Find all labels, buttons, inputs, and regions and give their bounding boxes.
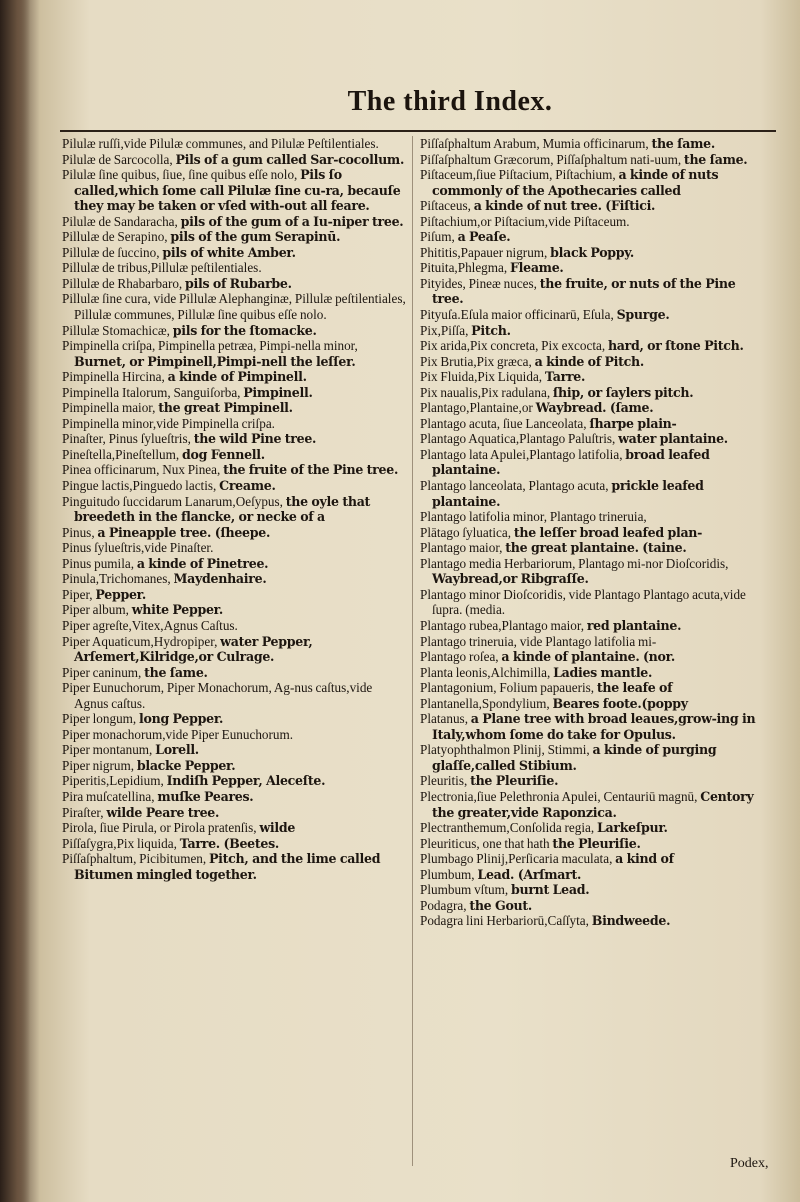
index-entry: [420, 711, 765, 742]
latin-term: Plantago Aquatica,Plantago Paluſtris,: [420, 431, 616, 447]
index-entry: [62, 556, 407, 572]
english-gloss: Maydenhaire.: [173, 571, 267, 587]
index-entry: [420, 369, 765, 385]
english-gloss: Pepper.: [95, 586, 146, 602]
index-entry: [420, 836, 765, 852]
index-entry: [420, 540, 765, 556]
column-divider: [412, 136, 413, 1166]
index-entry: [62, 260, 407, 276]
latin-term: Pirola, ſiue Pirula, or Pirola pratenſis,: [62, 820, 257, 836]
latin-term: Plumbum vſtum,: [420, 882, 509, 898]
index-entry: [420, 385, 765, 401]
index-entry: [62, 136, 407, 152]
english-gloss: Tarre.: [544, 369, 586, 385]
index-entry: [420, 416, 765, 432]
latin-term: Pilulæ de Sarcocolla,: [62, 151, 173, 167]
index-entry: [62, 773, 407, 789]
latin-term: Plantago rubea,Plantago maior,: [420, 617, 585, 633]
latin-term: Pillulæ ſine cura, vide Pillulæ Alephanginæ, Pillulæ peſtilentiales, Pillulæ communes, Pillulæ ſine quibus eſſe nolo.: [62, 291, 406, 323]
index-entry: [420, 447, 765, 478]
index-entry: [420, 820, 765, 836]
latin-term: Piſtaceum,ſiue Piſtacium, Piſtachium,: [420, 167, 616, 183]
index-entry: [420, 167, 765, 198]
index-entry: [62, 602, 407, 618]
english-gloss: a kinde of plantaine. (nor.: [501, 649, 675, 665]
english-gloss: a kinde of Pitch.: [534, 353, 644, 369]
latin-term: Pimpinella Hircina,: [62, 369, 165, 385]
index-entry: [420, 354, 765, 370]
english-gloss: a kinde of nut tree. (Fiſtici.: [473, 198, 656, 214]
english-gloss: the oyle that breedeth in the flancke, or necke of a: [74, 493, 371, 525]
latin-term: Piper longum,: [62, 711, 137, 727]
latin-term: Pleuritis,: [420, 773, 468, 789]
index-entry: [420, 618, 765, 634]
latin-term: Plantanella,Spondylium,: [420, 695, 550, 711]
index-entry: [62, 805, 407, 821]
english-gloss: the wild Pine tree.: [193, 431, 317, 447]
english-gloss: the Pleuriſie.: [552, 835, 641, 851]
latin-term: Piper Aquaticum,Hydropiper,: [62, 633, 218, 649]
latin-term: Piper Eunuchorum, Piper Monachorum, Ag-nus caſtus,vide Agnus caſtus.: [62, 680, 373, 711]
latin-term: Pilulæ de Sandaracha,: [62, 213, 178, 229]
index-entry: [62, 214, 407, 230]
index-entry: [62, 400, 407, 416]
english-gloss: Pils of a gum called Sar-cocollum.: [175, 151, 405, 167]
latin-term: Pillulæ de Rhabarbaro,: [62, 275, 183, 291]
english-gloss: the great plantaine. (taine.: [505, 540, 687, 556]
book-gutter: [0, 0, 30, 1202]
latin-term: Podagra,: [420, 897, 467, 913]
english-gloss: the Gout.: [469, 897, 532, 913]
english-gloss: Burnet, or Pimpinell,Pimpi-nell the leſſer.: [74, 353, 356, 369]
english-gloss: a Peaſe.: [457, 229, 511, 245]
english-gloss: prickle leafed plantaine.: [432, 478, 704, 509]
english-gloss: pils of the gum of a Iu-niper tree.: [180, 213, 404, 229]
english-gloss: Bindweede.: [591, 913, 671, 929]
latin-term: Plantago lanceolata, Plantago acuta,: [420, 478, 609, 494]
index-entry: [420, 913, 765, 929]
latin-term: Pinula,Trichomanes,: [62, 571, 171, 587]
index-entry: [62, 431, 407, 447]
latin-term: Piſum,: [420, 229, 455, 245]
latin-term: Plantago media Herbariorum, Plantago mi-nor Dioſcoridis,: [420, 555, 729, 571]
index-entry: [420, 680, 765, 696]
latin-term: Planta leonis,Alchimilla,: [420, 664, 551, 680]
latin-term: Plantago acuta, ſiue Lanceolata,: [420, 415, 587, 431]
latin-term: Pityuſa.Eſula maior officinarū, Eſula,: [420, 307, 614, 323]
english-gloss: white Pepper.: [131, 602, 223, 618]
english-gloss: the Pleuriſie.: [470, 773, 559, 789]
index-entry: [62, 680, 407, 711]
index-entry: [420, 338, 765, 354]
index-entry: [420, 525, 765, 541]
english-gloss: the fruite of the Pine tree.: [223, 462, 399, 478]
latin-term: Plantago maior,: [420, 540, 503, 556]
latin-term: Pilulæ ſine quibus, ſiue, ſine quibus eſſe nolo,: [62, 167, 298, 183]
latin-term: Pira muſcatellina,: [62, 788, 155, 804]
english-gloss: Waybread. (ſame.: [535, 400, 654, 416]
catchword: Podex,: [730, 1156, 769, 1171]
latin-term: Plantago trineruia, vide Plantago latifolia mi-: [420, 633, 657, 649]
index-entry: [62, 338, 407, 369]
index-entry: [420, 509, 765, 525]
index-entry: [62, 665, 407, 681]
latin-term: Piper,: [62, 586, 93, 602]
index-entry: [420, 400, 765, 416]
english-gloss: Waybread,or Ribgraſſe.: [432, 571, 589, 587]
english-gloss: a kind of: [615, 851, 674, 867]
index-entry: [62, 587, 407, 603]
index-entry: [420, 587, 765, 618]
index-entry: [420, 742, 765, 773]
index-entry: [420, 696, 765, 712]
index-entry: [62, 789, 407, 805]
english-gloss: burnt Lead.: [510, 882, 590, 898]
english-gloss: Fleame.: [509, 260, 564, 276]
index-entry: [62, 851, 407, 882]
english-gloss: hard, or ſtone Pitch.: [607, 338, 744, 354]
latin-term: Piſſaſphaltum, Picibitumen,: [62, 851, 207, 867]
index-entry: [62, 711, 407, 727]
english-gloss: Spurge.: [616, 307, 670, 323]
latin-term: Pillulæ de Serapino,: [62, 229, 168, 245]
latin-term: Pilulæ ruſſi,vide Pilulæ communes, and Pilulæ Peſtilentiales.: [62, 136, 379, 151]
english-gloss: dog Fennell.: [182, 446, 265, 462]
latin-term: Phititis,Papauer nigrum,: [420, 244, 548, 260]
latin-term: Pinus ſylueſtris,vide Pinaſter.: [62, 540, 214, 556]
english-gloss: Indiſh Pepper, Aleceſte.: [166, 773, 326, 789]
index-entry: [62, 820, 407, 836]
index-entry: [62, 291, 407, 322]
latin-term: Piper monachorum,vide Piper Eunuchorum.: [62, 726, 294, 742]
english-gloss: long Pepper.: [139, 711, 224, 727]
latin-term: Platanus,: [420, 711, 468, 727]
english-gloss: a Pineapple tree. (ſheepe.: [97, 524, 271, 540]
index-entry: [420, 665, 765, 681]
index-entry: [420, 867, 765, 883]
index-entry: [62, 276, 407, 292]
latin-term: Plectronia,ſiue Pelethronia Apulei, Centauriū magnū,: [420, 788, 698, 804]
latin-term: Pimpinella criſpa, Pimpinella petræa, Pimpi-nella minor,: [62, 338, 358, 354]
latin-term: Pinguitudo ſuccidarum Lanarum,Oeſypus,: [62, 493, 283, 509]
english-gloss: Pimpinell.: [243, 384, 313, 400]
english-gloss: Pitch.: [471, 322, 511, 338]
english-gloss: pils for the ſtomacke.: [172, 322, 317, 338]
english-gloss: the fruite, or nuts of the Pine tree.: [432, 275, 736, 307]
page-title: The third Index.: [347, 86, 553, 117]
english-gloss: the great Pimpinell.: [158, 400, 293, 416]
latin-term: Pix Fluida,Pix Liquida,: [420, 369, 543, 385]
index-entry: [420, 431, 765, 447]
index-entry: [420, 307, 765, 323]
index-entry: [62, 742, 407, 758]
latin-term: Pinus,: [62, 524, 95, 540]
index-entry: [420, 260, 765, 276]
latin-term: Plumbago Plinij,Perſicaria maculata,: [420, 851, 613, 867]
index-entry: [420, 214, 765, 230]
index-entry: [62, 152, 407, 168]
latin-term: Pityides, Pineæ nuces,: [420, 275, 537, 291]
latin-term: Plumbum,: [420, 866, 475, 882]
english-gloss: Pitch, and the lime called Bitumen mingled together.: [74, 851, 381, 882]
latin-term: Pillulæ de tribus,Pillulæ peſtilentiales.: [62, 260, 262, 276]
latin-term: Pix arida,Pix concreta, Pix excocta,: [420, 338, 606, 354]
index-entry: [420, 136, 765, 152]
index-entry: [420, 323, 765, 339]
latin-term: Piſtaceus,: [420, 198, 471, 214]
latin-term: Plantago lata Apulei,Plantago latifolia,: [420, 446, 623, 462]
index-entry: [62, 462, 407, 478]
latin-term: Piſſaſphaltum Arabum, Mumia officinarum,: [420, 136, 649, 151]
english-gloss: pils of white Amber.: [162, 244, 296, 260]
latin-term: Platyophthalmon Plinij, Stimmi,: [420, 742, 590, 758]
latin-term: Pituita,Phlegma,: [420, 260, 508, 276]
english-gloss: ſhip, or ſaylers pitch.: [552, 384, 694, 400]
index-entry: [420, 773, 765, 789]
index-entry: [62, 634, 407, 665]
index-entry: [420, 198, 765, 214]
index-entry: [62, 245, 407, 261]
english-gloss: wilde Peare tree.: [106, 804, 220, 820]
index-entry: [62, 167, 407, 214]
english-gloss: Tarre. (Beetes.: [179, 835, 279, 851]
index-entry: [62, 478, 407, 494]
latin-term: Pleuriticus, one that hath: [420, 835, 550, 851]
index-entry: [62, 323, 407, 339]
english-gloss: muſke Peares.: [157, 788, 254, 804]
english-gloss: red plantaine.: [586, 617, 682, 633]
english-gloss: the leſſer broad leafed plan-: [513, 524, 703, 540]
latin-term: Plectranthemum,Conſolida regia,: [420, 820, 595, 836]
index-entry: [62, 416, 407, 432]
index-entry: [420, 789, 765, 820]
english-gloss: Creame.: [219, 478, 276, 494]
latin-term: Piperitis,Lepidium,: [62, 773, 164, 789]
english-gloss: the ſame.: [144, 664, 208, 680]
index-entry: [420, 882, 765, 898]
index-entry: [420, 245, 765, 261]
latin-term: Piraſter,: [62, 804, 104, 820]
english-gloss: water Pepper, Arſemert,Kilridge,or Culrage.: [74, 633, 313, 665]
latin-term: Piper album,: [62, 602, 129, 618]
english-gloss: pils of Rubarbe.: [185, 275, 292, 291]
latin-term: Pimpinella Italorum, Sanguiſorba,: [62, 384, 241, 400]
english-gloss: ſharpe plain-: [589, 415, 677, 431]
english-gloss: a kinde of nuts commonly of the Apothecaries called: [432, 167, 719, 198]
english-gloss: Larkeſpur.: [597, 820, 668, 836]
page-header: [0, 86, 800, 126]
english-gloss: a Plane tree with broad leaues,grow-ing in Italy,whom ſome do take for Opulus.: [432, 711, 756, 742]
index-entry: [420, 634, 765, 650]
english-gloss: Lead. (Arſmart.: [477, 866, 582, 882]
english-gloss: a kinde of purging glaſſe,called Stibium.: [432, 742, 717, 773]
index-entry: [62, 369, 407, 385]
latin-term: Pinea officinarum, Nux Pinea,: [62, 462, 221, 478]
latin-term: Pix,Piſſa,: [420, 322, 469, 338]
english-gloss: a kinde of Pinetree.: [136, 555, 269, 571]
latin-term: Plantago,Plantaine,or: [420, 400, 533, 416]
index-entry: [62, 618, 407, 634]
index-entry: [420, 152, 765, 168]
latin-term: Plantago latifolia minor, Plantago trineruia,: [420, 509, 647, 525]
latin-term: Piper caninum,: [62, 664, 142, 680]
english-gloss: broad leafed plantaine.: [432, 446, 710, 478]
latin-term: Plantagonium, Folium papaueris,: [420, 680, 595, 696]
latin-term: Piper agreſte,Vitex,Agnus Caſtus.: [62, 617, 238, 633]
latin-term: Piper montanum,: [62, 742, 153, 758]
english-gloss: a kinde of Pimpinell.: [167, 369, 307, 385]
index-entry: [420, 649, 765, 665]
english-gloss: wilde: [259, 820, 296, 836]
english-gloss: pils of the gum Serapinū.: [170, 229, 341, 245]
latin-term: Pillulæ Stomachicæ,: [62, 322, 170, 338]
latin-term: Pix naualis,Pix radulana,: [420, 384, 551, 400]
index-entry: [420, 478, 765, 509]
index-entry: [62, 385, 407, 401]
english-gloss: Centory the greater,vide Raponzica.: [432, 788, 754, 820]
index-entry: [420, 229, 765, 245]
latin-term: Plantago minor Dioſcoridis, vide Plantago Plantago acuta,vide ſupra. (media.: [420, 586, 746, 618]
index-entry: [420, 556, 765, 587]
english-gloss: water plantaine.: [618, 431, 728, 447]
english-gloss: Lorell.: [155, 742, 199, 758]
latin-term: Piſtachium,or Piſtacium,vide Piſtaceum.: [420, 213, 630, 229]
index-entry: [62, 836, 407, 852]
latin-term: Pinus pumila,: [62, 555, 135, 571]
index-entry: [420, 276, 765, 307]
english-gloss: blacke Pepper.: [136, 757, 236, 773]
english-gloss: black Poppy.: [550, 244, 634, 260]
latin-term: Piſſaſphaltum Græcorum, Piſſaſphaltum nati-uum,: [420, 151, 682, 167]
english-gloss: Beares foote.(poppy: [552, 695, 688, 711]
latin-term: Plātago ſyluatica,: [420, 524, 512, 540]
latin-term: Pineſtella,Pineſtellum,: [62, 446, 180, 462]
latin-term: Piſſaſygra,Pix liquida,: [62, 835, 177, 851]
english-gloss: the ſame.: [683, 151, 748, 167]
left-column: [62, 136, 407, 1176]
latin-term: Pimpinella maior,: [62, 400, 156, 416]
latin-term: Plantago roſea,: [420, 649, 499, 665]
index-entry: [420, 851, 765, 867]
index-entry: [62, 571, 407, 587]
latin-term: Pix Brutia,Pix græca,: [420, 353, 532, 369]
english-gloss: Pils ſo called,which ſome call Pilulæ ſine cu-ra, becauſe they may be taken or vſed with-out all feare.: [74, 167, 401, 214]
index-entry: [62, 758, 407, 774]
header-rule: [60, 130, 776, 132]
index-entry: [62, 540, 407, 556]
english-gloss: Ladies mantle.: [553, 664, 653, 680]
latin-term: Pinaſter, Pinus ſylueſtris,: [62, 431, 191, 447]
index-entry: [62, 229, 407, 245]
index-entry: [62, 494, 407, 525]
latin-term: Podagra lini Herbariorū,Caſſyta,: [420, 913, 589, 929]
index-entry: [420, 898, 765, 914]
english-gloss: the leafe of: [596, 680, 673, 696]
english-gloss: the ſame.: [651, 136, 715, 151]
index-entry: [62, 525, 407, 541]
latin-term: Pingue lactis,Pinguedo lactis,: [62, 478, 217, 494]
latin-term: Pimpinella minor,vide Pimpinella criſpa.: [62, 415, 275, 431]
latin-term: Piper nigrum,: [62, 757, 135, 773]
index-entry: [62, 447, 407, 463]
index-entry: [62, 727, 407, 743]
right-column: [420, 136, 765, 1176]
latin-term: Pillulæ de ſuccino,: [62, 244, 160, 260]
